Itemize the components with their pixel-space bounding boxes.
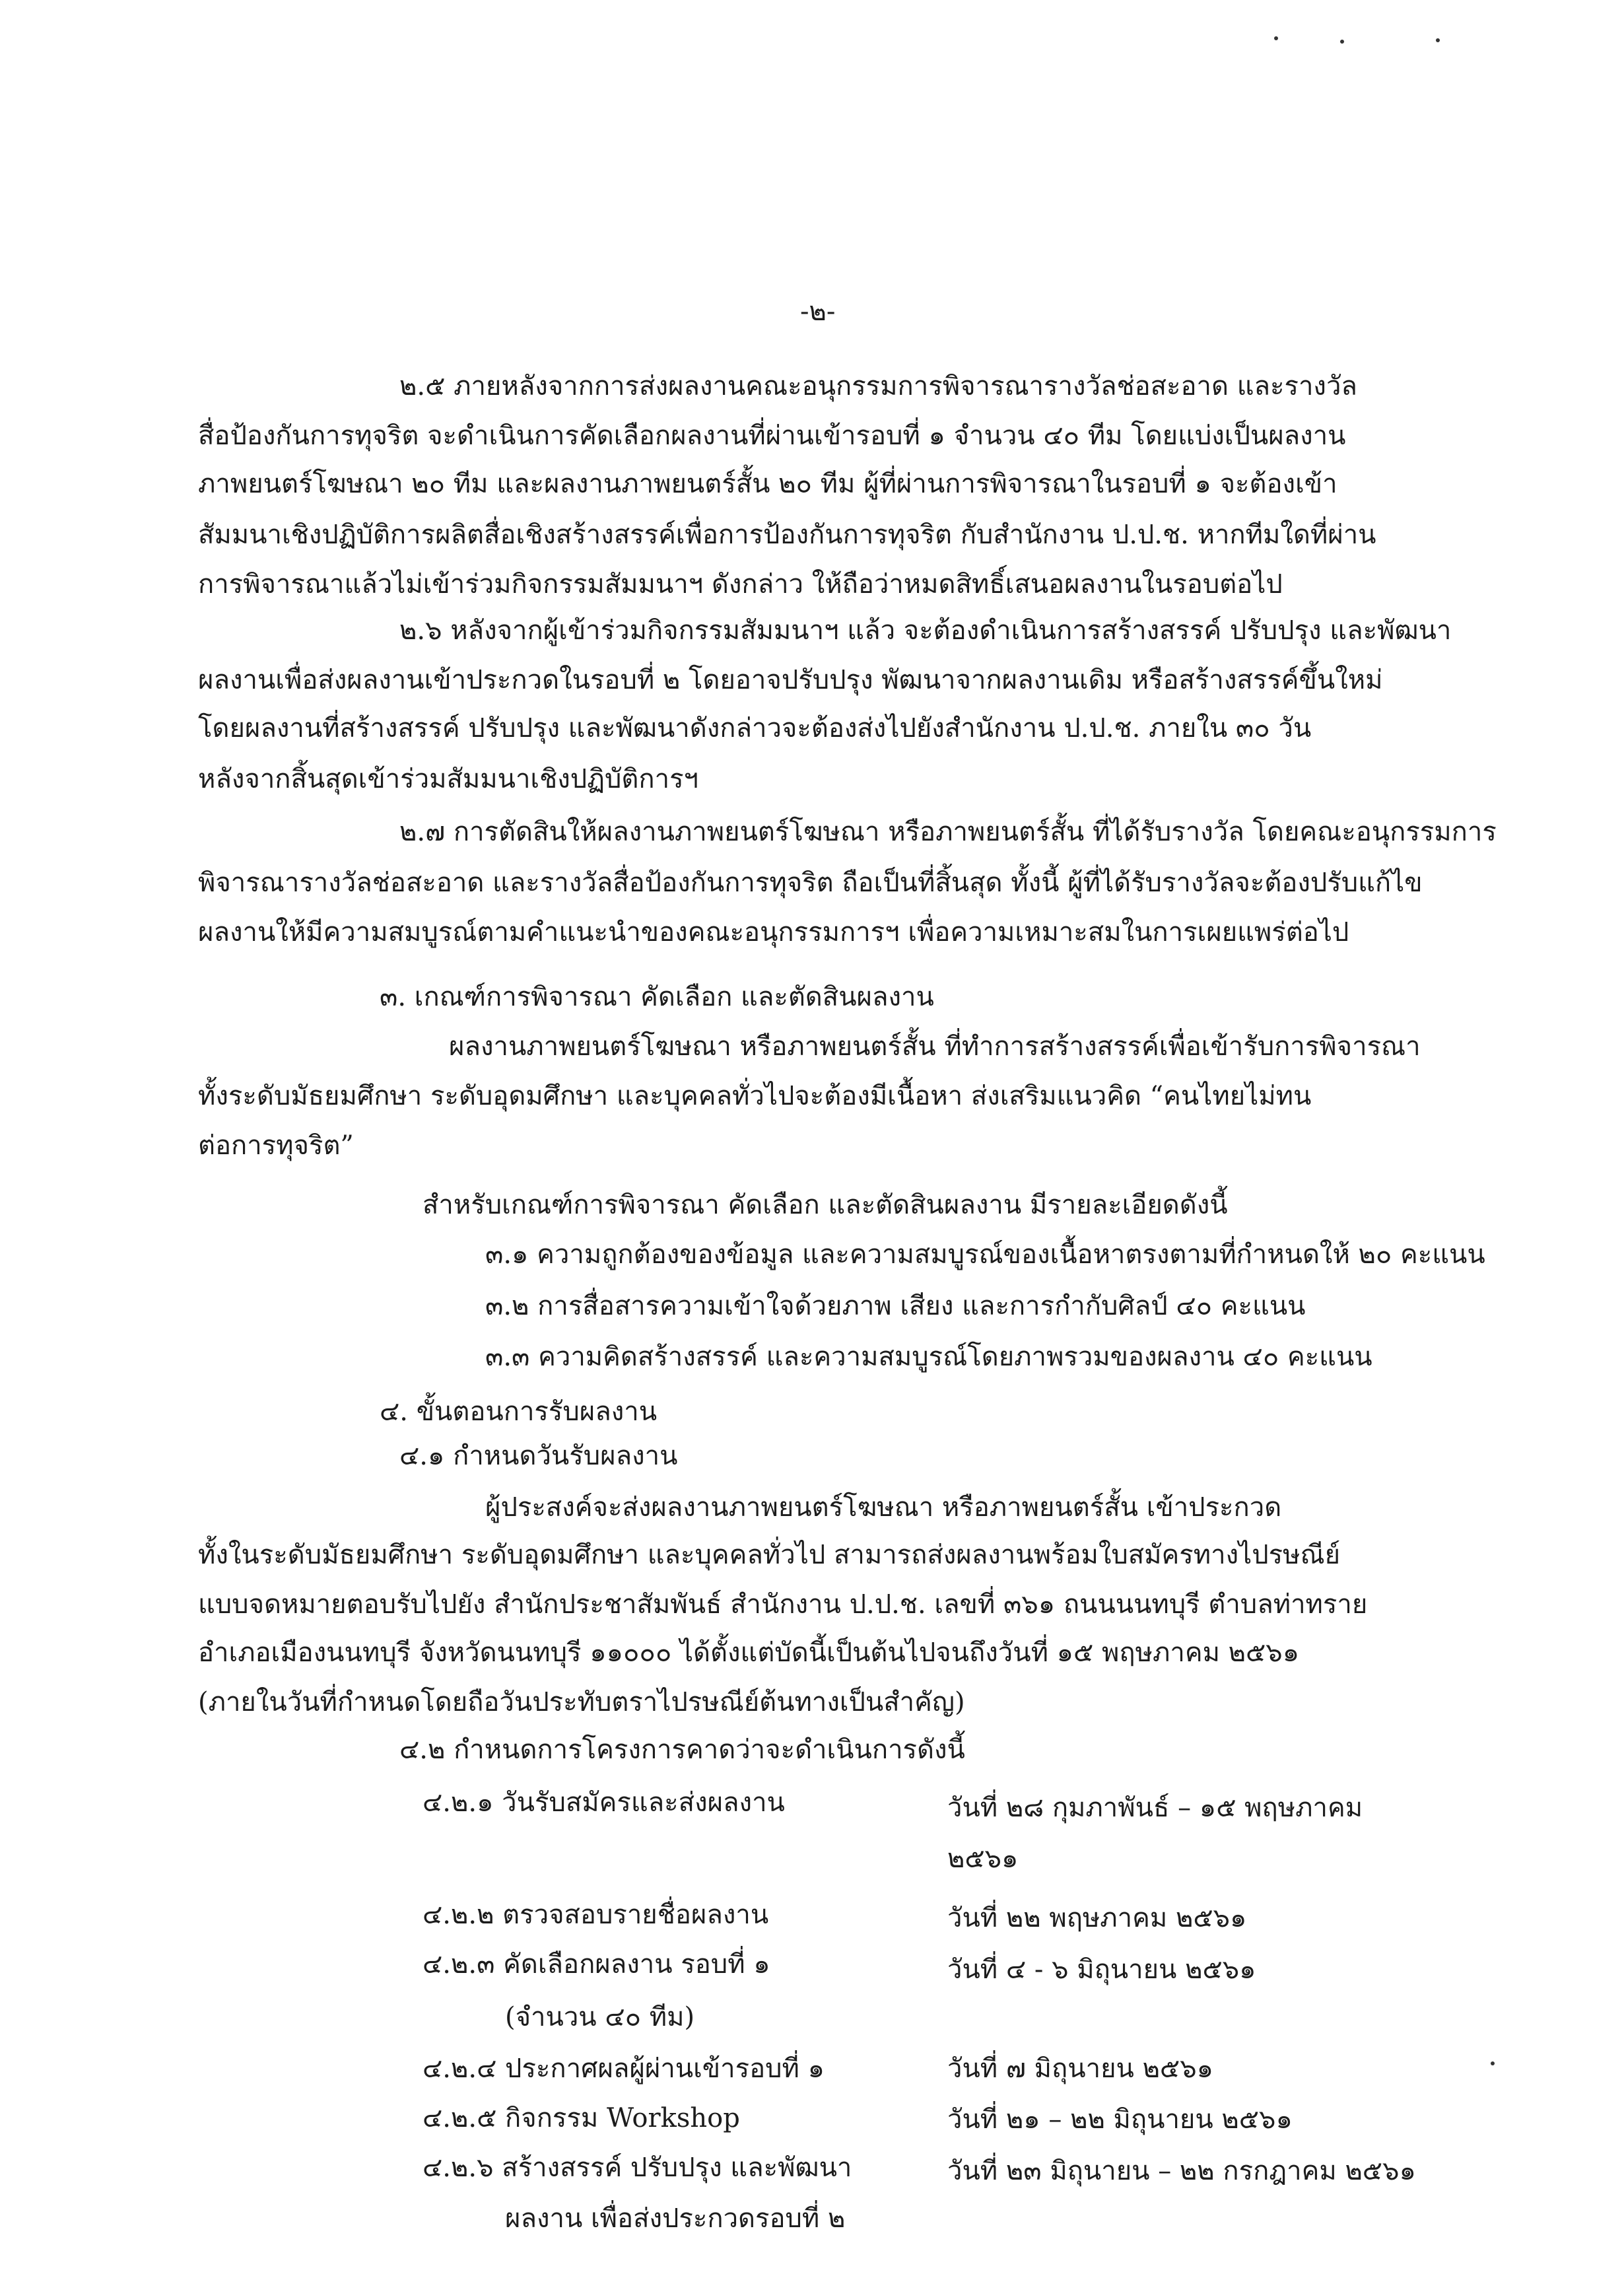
paragraph-2-5-line: สื่อป้องกันการทุจริต จะดำเนินการคัดเลือกผลงานที่ผ่านเข้ารอบที่ ๑ จำนวน ๔๐ ทีม โดยแบ่งเป็นผลงาน: [198, 421, 1346, 451]
paragraph-2-7-line: พิจารณารางวัลช่อสะอาด และรางวัลสื่อป้องกันการทุจริต ถือเป็นที่สิ้นสุด ทั้งนี้ ผู้ที่ได้รับรางวัลจะต้องปรับแก้ไข: [198, 868, 1423, 898]
section-4-1-body-line: แบบจดหมายตอบรับไปยัง สำนักประชาสัมพันธ์ สำนักงาน ป.ป.ช. เลขที่ ๓๖๑ ถนนนนทบุรี ตำบลท่าทราย: [198, 1589, 1368, 1620]
paragraph-2-7-line: ผลงานให้มีความสมบูรณ์ตามคำแนะนำของคณะอนุกรรมการฯ เพื่อความเหมาะสมในการเผยแพร่ต่อไป: [198, 917, 1349, 948]
paragraph-2-7-line: ๒.๗ การตัดสินให้ผลงานภาพยนตร์โฆษณา หรือภาพยนตร์สั้น ที่ได้รับรางวัล โดยคณะอนุกรรมการ: [399, 817, 1497, 847]
section-4-1-body-line: (ภายในวันที่กำหนดโดยถือวันประทับตราไปรษณีย์ต้นทางเป็นสำคัญ): [198, 1687, 965, 1717]
paragraph-2-6-line: ผลงานเพื่อส่งผลงานเข้าประกวดในรอบที่ ๒ โดยอาจปรับปรุง พัฒนาจากผลงานเดิม หรือสร้างสรรค์ขึ้นใหม่: [198, 665, 1383, 695]
criteria-item: ๓.๒ การสื่อสารความเข้าใจด้วยภาพ เสียง และการกำกับศิลป์ ๔๐ คะแนน: [485, 1291, 1306, 1321]
scan-speck: [1274, 36, 1278, 40]
schedule-item: ๔.๒.๖ สร้างสรรค์ ปรับปรุง และพัฒนา: [423, 2153, 852, 2183]
scan-speck: [1436, 38, 1440, 42]
section-4-2-heading: ๔.๒ กำหนดการโครงการคาดว่าจะดำเนินการดังนี้: [399, 1735, 965, 1765]
section-4-1-heading: ๔.๑ กำหนดวันรับผลงาน: [399, 1441, 678, 1471]
section-3-body-line: ทั้งระดับมัธยมศึกษา ระดับอุดมศึกษา และบุคคลทั่วไปจะต้องมีเนื้อหา ส่งเสริมแนวคิด “คนไทยไม่ทน: [198, 1081, 1312, 1111]
section-3-body-line: ต่อการทุจริต”: [198, 1130, 354, 1161]
section-4-1-body-line: ผู้ประสงค์จะส่งผลงานภาพยนตร์โฆษณา หรือภาพยนตร์สั้น เข้าประกวด: [485, 1492, 1282, 1523]
schedule-item: ๔.๒.๔ ประกาศผลผู้ผ่านเข้ารอบที่ ๑: [423, 2054, 825, 2084]
schedule-item: ๔.๒.๕ กิจกรรม Workshop: [423, 2103, 740, 2133]
section-4-1-body-line: อำเภอเมืองนนทบุรี จังหวัดนนทบุรี ๑๑๐๐๐ ได้ตั้งแต่บัดนี้เป็นต้นไปจนถึงวันที่ ๑๕ พฤษภาคม ๒๕๖๑: [198, 1638, 1300, 1668]
paragraph-2-5-line: สัมมนาเชิงปฏิบัติการผลิตสื่อเชิงสร้างสรรค์เพื่อการป้องกันการทุจริต กับสำนักงาน ป.ป.ช. หากทีมใดที่ผ่าน: [198, 520, 1376, 550]
page-number: -๒-: [800, 296, 836, 327]
paragraph-2-6-line: หลังจากสิ้นสุดเข้าร่วมสัมมนาเชิงปฏิบัติการฯ: [198, 764, 699, 794]
schedule-date: วันที่ ๒๑ – ๒๒ มิถุนายน ๒๕๖๑: [947, 2104, 1293, 2135]
paragraph-2-6-line: ๒.๖ หลังจากผู้เข้าร่วมกิจกรรมสัมมนาฯ แล้ว จะต้องดำเนินการสร้างสรรค์ ปรับปรุง และพัฒนา: [399, 615, 1452, 646]
schedule-item: ๔.๒.๓ คัดเลือกผลงาน รอบที่ ๑: [423, 1949, 770, 1980]
paragraph-2-5-line: ภาพยนตร์โฆษณา ๒๐ ทีม และผลงานภาพยนตร์สั้น ๒๐ ทีม ผู้ที่ผ่านการพิจารณาในรอบที่ ๑ จะต้องเข้า: [198, 469, 1337, 499]
scan-speck: [1491, 2061, 1495, 2065]
paragraph-2-6-line: โดยผลงานที่สร้างสรรค์ ปรับปรุง และพัฒนาดังกล่าวจะต้องส่งไปยังสำนักงาน ป.ป.ช. ภายใน ๓๐ วัน: [198, 713, 1312, 743]
section-3-heading: ๓. เกณฑ์การพิจารณา คัดเลือก และตัดสินผลงาน: [380, 982, 934, 1012]
schedule-item: ๔.๒.๑ วันรับสมัครและส่งผลงาน: [423, 1787, 785, 1818]
criteria-item: ๓.๓ ความคิดสร้างสรรค์ และความสมบูรณ์โดยภาพรวมของผลงาน ๔๐ คะแนน: [485, 1342, 1372, 1372]
schedule-date: วันที่ ๒๒ พฤษภาคม ๒๕๖๑: [947, 1903, 1247, 1933]
schedule-date: วันที่ ๒๘ กุมภาพันธ์ – ๑๕ พฤษภาคม: [947, 1793, 1363, 1823]
scan-speck: [1340, 40, 1344, 44]
schedule-item: ๔.๒.๒ ตรวจสอบรายชื่อผลงาน: [423, 1900, 769, 1930]
schedule-item-cont: (จำนวน ๔๐ ทีม): [505, 2002, 695, 2032]
paragraph-2-5-line: การพิจารณาแล้วไม่เข้าร่วมกิจกรรมสัมมนาฯ ดังกล่าว ให้ถือว่าหมดสิทธิ์เสนอผลงานในรอบต่อไป: [198, 569, 1283, 600]
paragraph-2-5-line: ๒.๕ ภายหลังจากการส่งผลงานคณะอนุกรรมการพิจารณารางวัลช่อสะอาด และรางวัล: [399, 371, 1357, 401]
schedule-date: วันที่ ๗ มิถุนายน ๒๕๖๑: [947, 2054, 1213, 2084]
schedule-item-cont: ผลงาน เพื่อส่งประกวดรอบที่ ๒: [505, 2203, 846, 2234]
schedule-date-cont: ๒๕๖๑: [947, 1844, 1019, 1874]
section-3-intro: สำหรับเกณฑ์การพิจารณา คัดเลือก และตัดสินผลงาน มีรายละเอียดดังนี้: [423, 1190, 1228, 1220]
criteria-item: ๓.๑ ความถูกต้องของข้อมูล และความสมบูรณ์ของเนื้อหาตรงตามที่กำหนดให้ ๒๐ คะแนน: [485, 1239, 1485, 1270]
schedule-date: วันที่ ๔ - ๖ มิถุนายน ๒๕๖๑: [947, 1954, 1256, 1985]
section-3-body-line: ผลงานภาพยนตร์โฆษณา หรือภาพยนตร์สั้น ที่ทำการสร้างสรรค์เพื่อเข้ารับการพิจารณา: [449, 1031, 1421, 1062]
section-4-1-body-line: ทั้งในระดับมัธยมศึกษา ระดับอุดมศึกษา และบุคคลทั่วไป สามารถส่งผลงานพร้อมใบสมัครทางไปรษณีย์: [198, 1540, 1341, 1570]
section-4-heading: ๔. ขั้นตอนการรับผลงาน: [380, 1397, 658, 1427]
schedule-date: วันที่ ๒๓ มิถุนายน – ๒๒ กรกฎาคม ๒๕๖๑: [947, 2156, 1416, 2186]
